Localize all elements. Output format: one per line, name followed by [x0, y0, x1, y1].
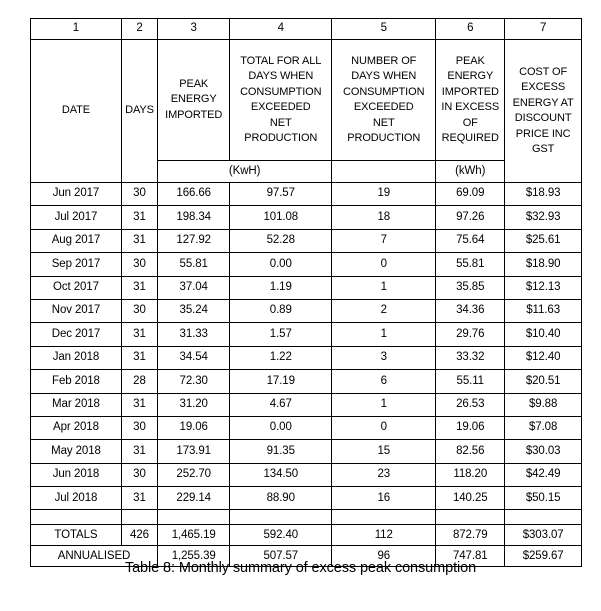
spacer-cell-2: [121, 510, 157, 525]
header-col3-line-3: IMPORTED: [165, 108, 223, 121]
cell-peak-energy-imported: 31.33: [158, 323, 230, 346]
cell-date: Jul 2018: [31, 487, 122, 510]
cell-date: May 2018: [31, 440, 122, 463]
table-row: [31, 206, 582, 229]
cell-cost: $25.61: [505, 229, 582, 252]
header-col6-line-6: REQUIRED: [441, 132, 499, 144]
cell-number-of-days: 16: [332, 487, 436, 510]
header-total-for-all-days: [230, 40, 332, 161]
totals-number-of-days: 112: [332, 525, 436, 546]
header-cost-of-excess-energy: [505, 40, 582, 183]
spacer-cell-6: [436, 510, 505, 525]
cell-total-all-days: 4.67: [230, 393, 332, 416]
cell-cost: $30.03: [505, 440, 582, 463]
header-col4-line-3: CONSUMPTION: [240, 85, 322, 98]
column-number-6: 6: [436, 19, 505, 40]
totals-peak-energy-imported: 1,465.19: [158, 525, 230, 546]
table-row: [31, 416, 582, 439]
table-row: [31, 229, 582, 252]
spacer-cell-5: [332, 510, 436, 525]
header-peak-energy-imported: [158, 40, 230, 161]
header-col6-line-3: IMPORTED: [441, 85, 499, 98]
cell-cost: $32.93: [505, 206, 582, 229]
column-number-7: 7: [505, 19, 582, 40]
cell-cost: $42.49: [505, 463, 582, 486]
annualised-peak-energy-imported: 1,255.39: [158, 546, 230, 567]
units-col-5: [332, 161, 436, 183]
cell-date: Jun 2017: [31, 183, 122, 206]
cell-peak-energy-imported: 31.20: [158, 393, 230, 416]
cell-peak-excess: 26.53: [436, 393, 505, 416]
cell-number-of-days: 6: [332, 370, 436, 393]
spacer-cell-1: [31, 510, 122, 525]
annualised-total-all-days: 507.57: [230, 546, 332, 567]
cell-total-all-days: 52.28: [230, 229, 332, 252]
cell-total-all-days: 91.35: [230, 440, 332, 463]
cell-cost: $10.40: [505, 323, 582, 346]
cell-total-all-days: 134.50: [230, 463, 332, 486]
cell-total-all-days: 88.90: [230, 487, 332, 510]
cell-total-all-days: 1.19: [230, 276, 332, 299]
header-col4-line-1: TOTAL FOR ALL: [240, 54, 322, 67]
cell-cost: $18.93: [505, 183, 582, 206]
cell-total-all-days: 97.57: [230, 183, 332, 206]
cell-days: 30: [121, 183, 157, 206]
annualised-number-of-days: 96: [332, 546, 436, 567]
table-row: [31, 440, 582, 463]
header-col7-line-3: ENERGY AT: [512, 96, 574, 109]
totals-row: [31, 525, 582, 546]
cell-peak-energy-imported: 19.06: [158, 416, 230, 439]
excess-peak-consumption-table-wrapper: [30, 18, 582, 567]
header-date: [31, 40, 122, 183]
header-col5-line-2: DAYS WHEN: [351, 70, 417, 82]
header-col6-line-4: IN EXCESS: [441, 101, 500, 113]
cell-peak-energy-imported: 34.54: [158, 346, 230, 369]
header-col3-line-1: PEAK: [179, 77, 209, 90]
header-col5-line-6: PRODUCTION: [347, 132, 421, 144]
cell-peak-excess: 19.06: [436, 416, 505, 439]
cell-total-all-days: 0.89: [230, 299, 332, 322]
header-col5-line-5: NET: [372, 116, 395, 129]
cell-peak-energy-imported: 166.66: [158, 183, 230, 206]
cell-number-of-days: 1: [332, 393, 436, 416]
cell-days: 30: [121, 463, 157, 486]
cell-peak-excess: 82.56: [436, 440, 505, 463]
cell-total-all-days: 1.57: [230, 323, 332, 346]
table-row: [31, 253, 582, 276]
cell-total-all-days: 101.08: [230, 206, 332, 229]
header-col6-line-2: ENERGY: [447, 70, 494, 82]
cell-peak-excess: 118.20: [436, 463, 505, 486]
units-kwh-cols-3-4: (KwH): [158, 161, 332, 183]
header-col7-line-4: DISCOUNT: [514, 112, 572, 124]
table-row: [31, 183, 582, 206]
column-number-row: [31, 19, 582, 40]
header-col6-line-1: PEAK: [455, 54, 485, 67]
cell-date: Dec 2017: [31, 323, 122, 346]
cell-cost: $12.13: [505, 276, 582, 299]
cell-number-of-days: 1: [332, 323, 436, 346]
column-number-4: 4: [230, 19, 332, 40]
table-row: [31, 487, 582, 510]
cell-cost: $11.63: [505, 299, 582, 322]
cell-date: Feb 2018: [31, 370, 122, 393]
header-col3-line-2: ENERGY: [170, 93, 217, 106]
cell-peak-excess: 55.81: [436, 253, 505, 276]
cell-peak-energy-imported: 72.30: [158, 370, 230, 393]
cell-days: 31: [121, 323, 157, 346]
cell-peak-excess: 69.09: [436, 183, 505, 206]
cell-days: 28: [121, 370, 157, 393]
cell-number-of-days: 19: [332, 183, 436, 206]
header-peak-energy-in-excess: [436, 40, 505, 161]
table-row: [31, 463, 582, 486]
cell-days: 31: [121, 440, 157, 463]
cell-cost: $50.15: [505, 487, 582, 510]
cell-number-of-days: 3: [332, 346, 436, 369]
cell-days: 31: [121, 393, 157, 416]
cell-date: Apr 2018: [31, 416, 122, 439]
cell-cost: $9.88: [505, 393, 582, 416]
cell-peak-excess: 33.32: [436, 346, 505, 369]
cell-number-of-days: 23: [332, 463, 436, 486]
cell-number-of-days: 7: [332, 229, 436, 252]
table-row: [31, 323, 582, 346]
cell-cost: $18.90: [505, 253, 582, 276]
cell-peak-energy-imported: 252.70: [158, 463, 230, 486]
table-caption: Table 8: Monthly summary of excess peak consumption: [124, 560, 477, 576]
cell-number-of-days: 18: [332, 206, 436, 229]
annualised-peak-excess: 747.81: [436, 546, 505, 567]
cell-days: 30: [121, 299, 157, 322]
header-col7-line-1: COST OF: [519, 65, 568, 78]
header-col5-line-1: NUMBER OF: [351, 54, 417, 67]
spacer-cell-7: [505, 510, 582, 525]
cell-number-of-days: 0: [332, 253, 436, 276]
cell-date: Jul 2017: [31, 206, 122, 229]
cell-number-of-days: 1: [332, 276, 436, 299]
cell-cost: $7.08: [505, 416, 582, 439]
cell-peak-excess: 140.25: [436, 487, 505, 510]
excess-peak-consumption-table: [30, 18, 582, 567]
cell-date: Oct 2017: [31, 276, 122, 299]
spacer-row: [31, 510, 582, 525]
cell-number-of-days: 15: [332, 440, 436, 463]
cell-peak-excess: 55.11: [436, 370, 505, 393]
cell-peak-excess: 35.85: [436, 276, 505, 299]
header-number-of-days: [332, 40, 436, 161]
column-number-2: 2: [121, 19, 157, 40]
cell-number-of-days: 0: [332, 416, 436, 439]
totals-cost: $303.07: [505, 525, 582, 546]
cell-days: 30: [121, 253, 157, 276]
header-days-line-1: DAYS: [125, 104, 154, 117]
header-days: [121, 40, 157, 183]
cell-date: Jun 2018: [31, 463, 122, 486]
annualised-label: ANNUALISED: [31, 546, 158, 567]
cell-days: 31: [121, 206, 157, 229]
cell-total-all-days: 17.19: [230, 370, 332, 393]
header-col4-line-5: NET: [269, 116, 292, 129]
header-col7-line-2: EXCESS: [521, 81, 566, 93]
header-col4-line-6: PRODUCTION: [244, 132, 318, 144]
cell-peak-energy-imported: 55.81: [158, 253, 230, 276]
column-number-3: 3: [158, 19, 230, 40]
cell-peak-energy-imported: 173.91: [158, 440, 230, 463]
table-row: [31, 276, 582, 299]
table-row: [31, 393, 582, 416]
header-col7-line-6: GST: [531, 143, 555, 155]
cell-days: 31: [121, 276, 157, 299]
table-row: [31, 299, 582, 322]
cell-total-all-days: 0.00: [230, 253, 332, 276]
spacer-cell-3: [158, 510, 230, 525]
cell-cost: $12.40: [505, 346, 582, 369]
header-col5-line-4: EXCEEDED: [353, 101, 414, 113]
cell-days: 30: [121, 416, 157, 439]
column-number-1: 1: [31, 19, 122, 40]
cell-days: 31: [121, 346, 157, 369]
header-col7-line-5: PRICE INC: [515, 127, 571, 140]
totals-label: TOTALS: [31, 525, 122, 546]
header-col6-line-5: OF: [462, 116, 478, 129]
totals-total-all-days: 592.40: [230, 525, 332, 546]
cell-days: 31: [121, 229, 157, 252]
column-number-5: 5: [332, 19, 436, 40]
cell-peak-energy-imported: 198.34: [158, 206, 230, 229]
table-header-row: [31, 40, 582, 161]
cell-peak-energy-imported: 229.14: [158, 487, 230, 510]
cell-peak-excess: 34.36: [436, 299, 505, 322]
cell-peak-excess: 75.64: [436, 229, 505, 252]
header-col4-line-4: EXCEEDED: [250, 101, 311, 113]
header-date-line-1: DATE: [61, 104, 91, 117]
totals-days: 426: [121, 525, 157, 546]
header-col4-line-2: DAYS WHEN: [248, 70, 314, 82]
cell-peak-excess: 29.76: [436, 323, 505, 346]
cell-date: Mar 2018: [31, 393, 122, 416]
cell-date: Aug 2017: [31, 229, 122, 252]
cell-date: Nov 2017: [31, 299, 122, 322]
cell-cost: $20.51: [505, 370, 582, 393]
cell-peak-energy-imported: 127.92: [158, 229, 230, 252]
cell-total-all-days: 0.00: [230, 416, 332, 439]
annualised-cost: $259.67: [505, 546, 582, 567]
totals-peak-excess: 872.79: [436, 525, 505, 546]
cell-peak-energy-imported: 35.24: [158, 299, 230, 322]
units-kwh-col-6: (kWh): [436, 161, 505, 183]
cell-number-of-days: 2: [332, 299, 436, 322]
table-row: [31, 346, 582, 369]
table-row: [31, 370, 582, 393]
cell-days: 31: [121, 487, 157, 510]
cell-peak-excess: 97.26: [436, 206, 505, 229]
cell-date: Jan 2018: [31, 346, 122, 369]
header-col5-line-3: CONSUMPTION: [343, 85, 425, 98]
cell-date: Sep 2017: [31, 253, 122, 276]
cell-peak-energy-imported: 37.04: [158, 276, 230, 299]
spacer-cell-4: [230, 510, 332, 525]
cell-total-all-days: 1.22: [230, 346, 332, 369]
